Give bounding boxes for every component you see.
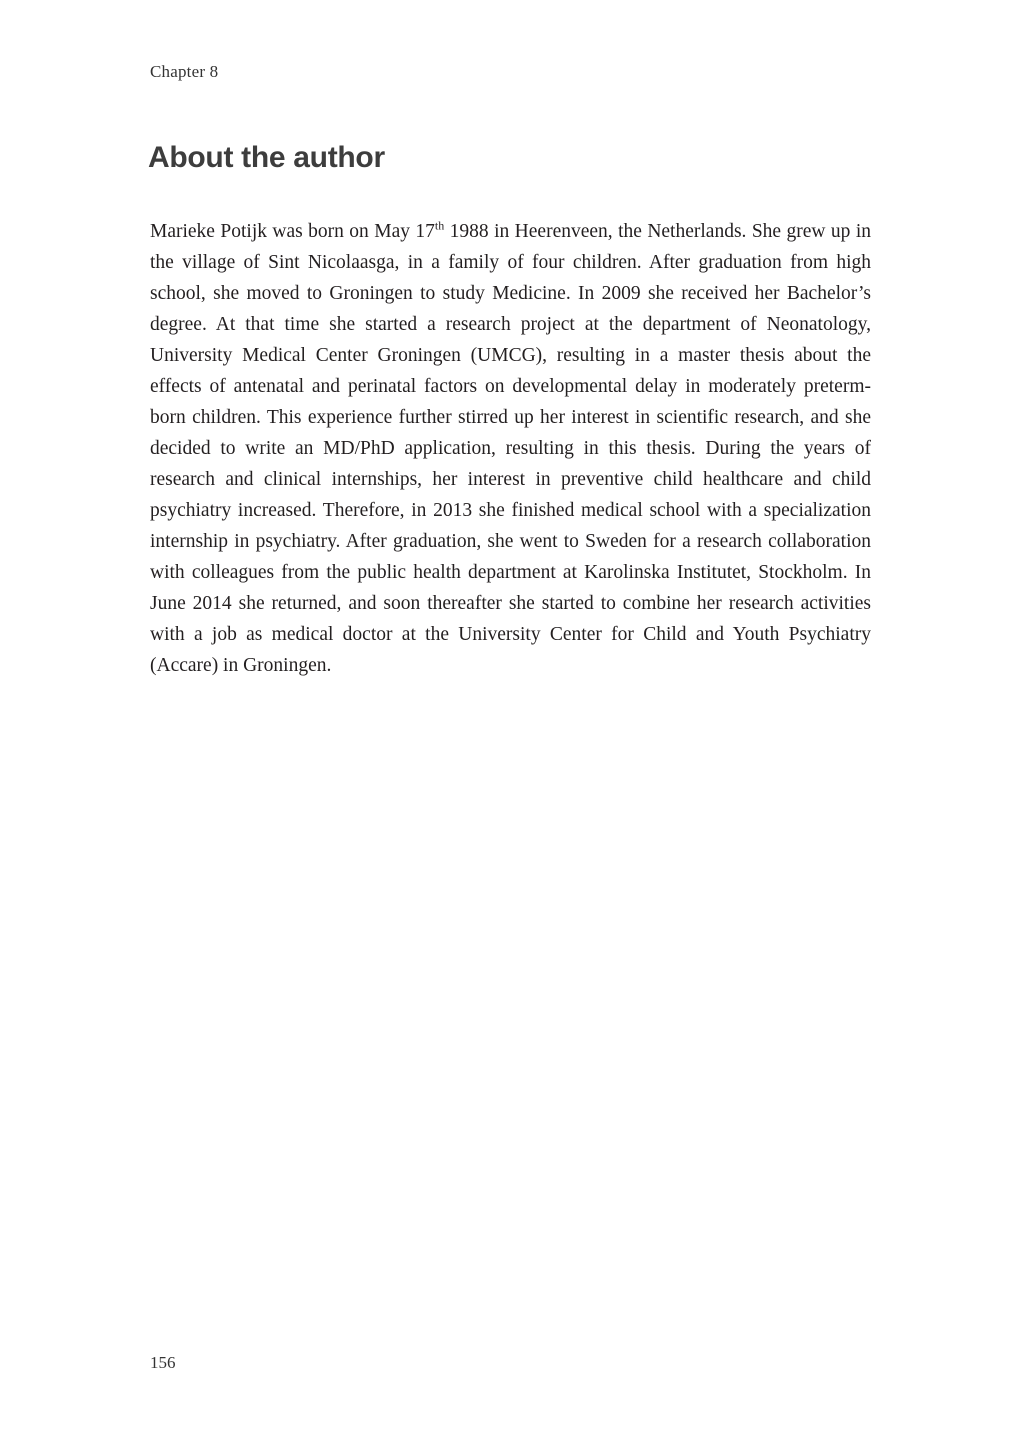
ordinal-superscript: th	[434, 218, 445, 233]
paragraph-text-part1: Marieke Potijk was born on May 17	[150, 221, 435, 242]
page-number: 156	[150, 1353, 176, 1372]
page-title: About the author	[148, 141, 385, 174]
paragraph-text-part2: 1988 in Heerenveen, the Netherlands. She grew up in the village of Sint Nicolaasga, in a family of four children. After graduation from high school, she moved to Groningen to study Medicine. In 2009 she received her Bachelor’s degree. At that time she started a research project at the department of Neonatology, University Medical Center Groningen (UMCG), resulting in a master thesis about the effects of antenatal and perinatal factors on developmental delay in moderately preterm-born children. This experience further stirred up her interest in scientific research, and she decided to write an MD/PhD application, resulting in this thesis. During the years of research and clinical internships, her interest in preventive child healthcare and child psychiatry increased. Therefore, in 2013 she finished medical school with a specialization internship in psychiatry. After graduation, she went to Sweden for a research collaboration with colleagues from the public health department at Karolinska Institutet, Stockholm. In June 2014 she returned, and soon thereafter she started to combine her research activities with a job as medical doctor at the University Center for Child and Youth Psychiatry (Accare) in Groningen.	[150, 221, 871, 676]
about-author-paragraph	[150, 216, 871, 681]
chapter-label: Chapter 8	[150, 62, 219, 81]
